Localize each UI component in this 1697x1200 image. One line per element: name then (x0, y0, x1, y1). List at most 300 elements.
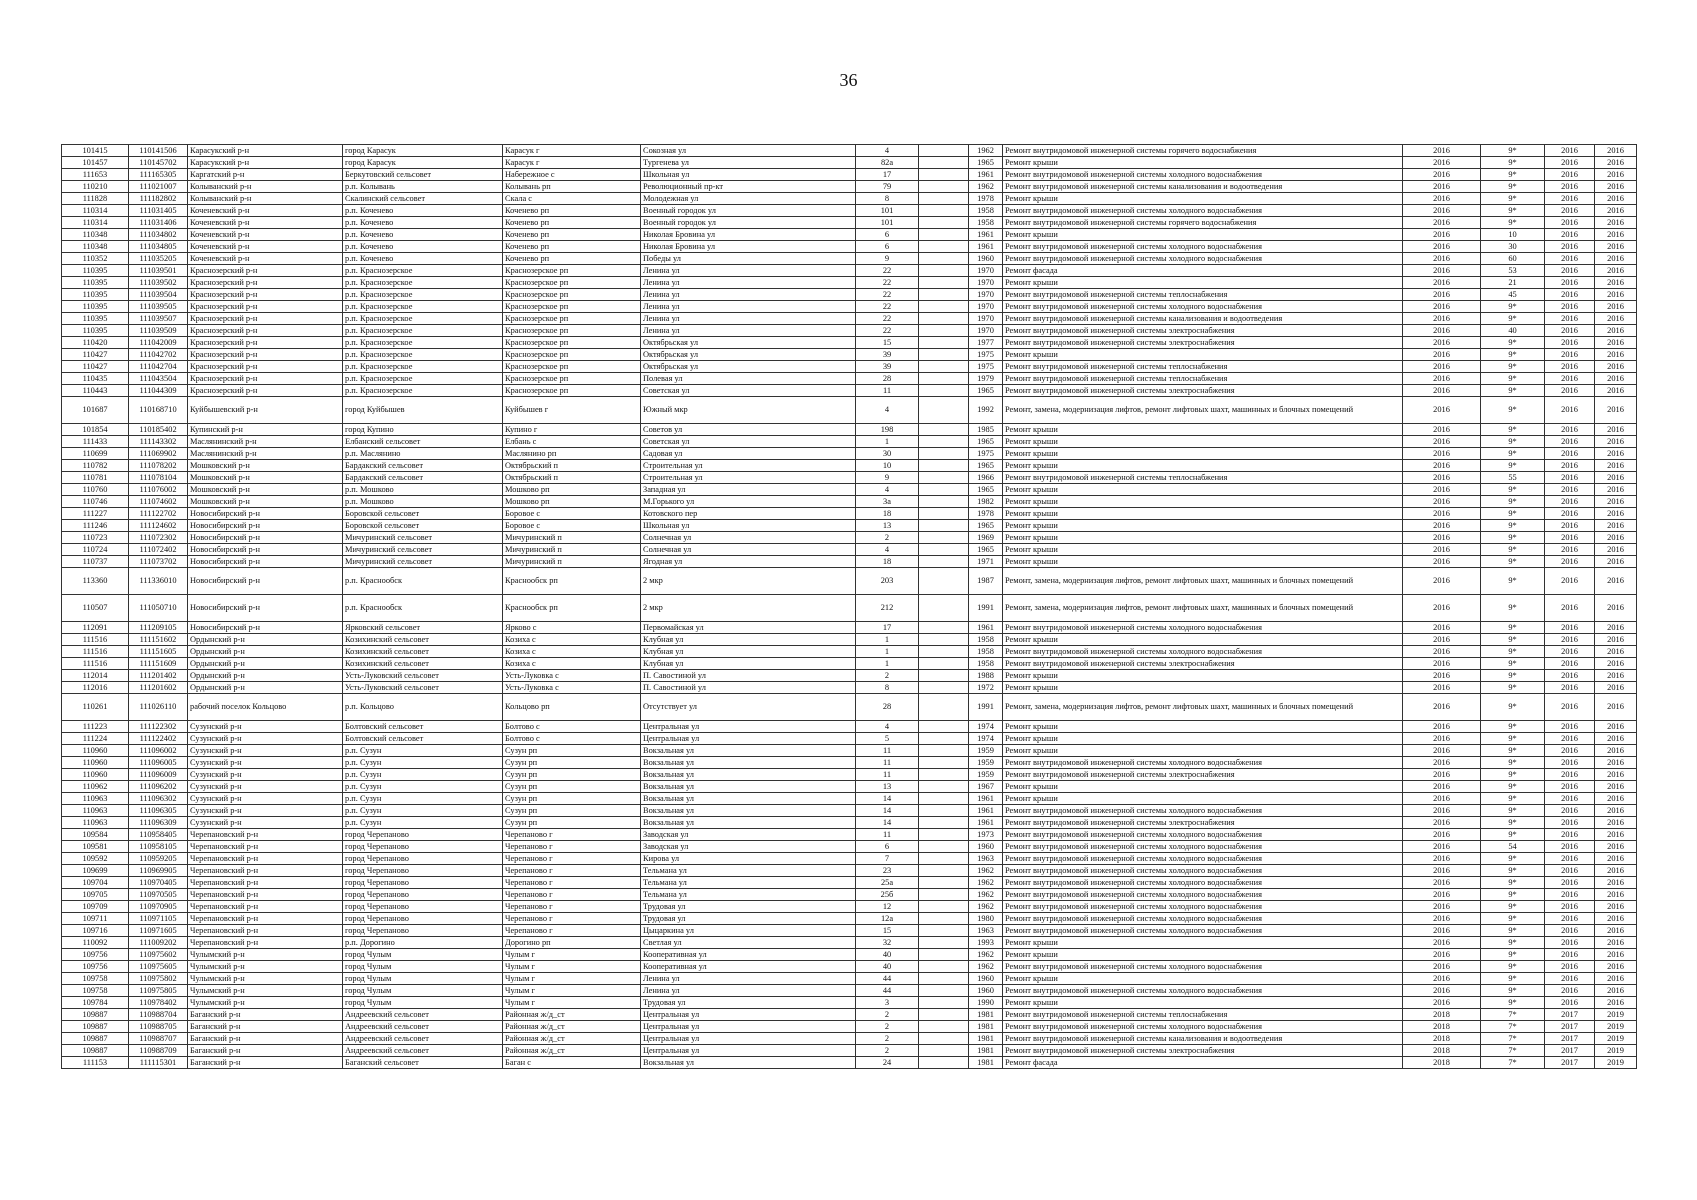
table-row (62, 913, 1637, 925)
cell-settlement: Краснозерское рп (503, 337, 641, 349)
cell-year-built: 1982 (969, 496, 1003, 508)
cell-house-id: 110395 (62, 301, 129, 313)
cell-district: Краснозерский р-н (188, 349, 343, 361)
cell-street: Центральная ул (641, 1009, 856, 1021)
cell-municipality: Мичуринский сельсовет (343, 544, 503, 556)
cell-year-built: 1981 (969, 1057, 1003, 1069)
cell-program-id: 111096202 (129, 781, 188, 793)
cell-work-type: Ремонт крыши (1003, 733, 1403, 745)
cell-plan-year: 2016 (1403, 157, 1481, 169)
cell-house-number: 4 (856, 484, 919, 496)
cell-program-id: 111143302 (129, 436, 188, 448)
cell-settlement: Черепаново г (503, 841, 641, 853)
cell-work-type: Ремонт внутридомовой инженерной системы холодного водоснабжения (1003, 646, 1403, 658)
cell-house-id: 109592 (62, 853, 129, 865)
table-row (62, 496, 1637, 508)
cell-settlement: Районная ж/д_ст (503, 1045, 641, 1057)
cell-street: Ленина ул (641, 325, 856, 337)
cell-year-built: 1965 (969, 520, 1003, 532)
cell-building (919, 793, 969, 805)
cell-year-built: 1959 (969, 769, 1003, 781)
cell-work-type: Ремонт внутридомовой инженерной системы холодного водоснабжения (1003, 913, 1403, 925)
cell-start-year: 2016 (1545, 793, 1595, 805)
cell-program-id: 110988709 (129, 1045, 188, 1057)
cell-district: Новосибирский р-н (188, 532, 343, 544)
table-row (62, 349, 1637, 361)
cell-note: 9* (1481, 805, 1545, 817)
cell-plan-year: 2016 (1403, 496, 1481, 508)
cell-street: Ленина ул (641, 277, 856, 289)
cell-work-type: Ремонт крыши (1003, 229, 1403, 241)
cell-district: Ордынский р-н (188, 658, 343, 670)
cell-start-year: 2016 (1545, 781, 1595, 793)
cell-work-type: Ремонт внутридомовой инженерной системы холодного водоснабжения (1003, 841, 1403, 853)
cell-house-id: 110963 (62, 805, 129, 817)
table-row (62, 733, 1637, 745)
cell-district: Колыванский р-н (188, 193, 343, 205)
cell-end-year: 2016 (1595, 568, 1637, 595)
cell-year-built: 1985 (969, 424, 1003, 436)
cell-program-id: 111034805 (129, 241, 188, 253)
cell-start-year: 2016 (1545, 556, 1595, 568)
cell-building (919, 241, 969, 253)
cell-program-id: 110185402 (129, 424, 188, 436)
cell-building (919, 829, 969, 841)
cell-plan-year: 2016 (1403, 997, 1481, 1009)
cell-start-year: 2016 (1545, 745, 1595, 757)
cell-plan-year: 2016 (1403, 793, 1481, 805)
cell-house-number: 11 (856, 385, 919, 397)
cell-municipality: р.п. Краснозерское (343, 265, 503, 277)
cell-work-type: Ремонт внутридомовой инженерной системы холодного водоснабжения (1003, 961, 1403, 973)
cell-settlement: Кольцово рп (503, 694, 641, 721)
cell-street: Вокзальная ул (641, 817, 856, 829)
cell-municipality: р.п. Сузун (343, 781, 503, 793)
cell-municipality: Боровской сельсовет (343, 508, 503, 520)
cell-street: Ягодная ул (641, 556, 856, 568)
cell-house-id: 109756 (62, 949, 129, 961)
cell-district: Краснозерский р-н (188, 373, 343, 385)
cell-year-built: 1970 (969, 325, 1003, 337)
cell-district: Новосибирский р-н (188, 622, 343, 634)
cell-municipality: р.п. Колывань (343, 181, 503, 193)
cell-building (919, 973, 969, 985)
cell-settlement: Козиха с (503, 634, 641, 646)
cell-end-year: 2016 (1595, 733, 1637, 745)
cell-end-year: 2016 (1595, 973, 1637, 985)
cell-end-year: 2016 (1595, 157, 1637, 169)
cell-end-year: 2016 (1595, 460, 1637, 472)
cell-plan-year: 2016 (1403, 241, 1481, 253)
cell-settlement: Краснозерское рп (503, 265, 641, 277)
cell-settlement: Мичуринский п (503, 532, 641, 544)
cell-end-year: 2016 (1595, 508, 1637, 520)
cell-house-number: 44 (856, 973, 919, 985)
cell-building (919, 1057, 969, 1069)
cell-end-year: 2016 (1595, 937, 1637, 949)
cell-district: Ордынский р-н (188, 670, 343, 682)
table-row (62, 169, 1637, 181)
cell-end-year: 2016 (1595, 646, 1637, 658)
cell-settlement: Мошково рп (503, 496, 641, 508)
cell-end-year: 2016 (1595, 829, 1637, 841)
cell-building (919, 520, 969, 532)
cell-note: 9* (1481, 361, 1545, 373)
cell-building (919, 745, 969, 757)
cell-house-id: 111224 (62, 733, 129, 745)
cell-house-id: 109784 (62, 997, 129, 1009)
cell-program-id: 111039501 (129, 265, 188, 277)
cell-start-year: 2016 (1545, 769, 1595, 781)
cell-work-type: Ремонт, замена, модернизация лифтов, ремонт лифтовых шахт, машинных и блочных помещений (1003, 397, 1403, 424)
cell-start-year: 2016 (1545, 865, 1595, 877)
cell-note: 9* (1481, 997, 1545, 1009)
cell-house-number: 6 (856, 229, 919, 241)
table-row (62, 301, 1637, 313)
cell-work-type: Ремонт крыши (1003, 484, 1403, 496)
cell-work-type: Ремонт внутридомовой инженерной системы холодного водоснабжения (1003, 241, 1403, 253)
cell-district: Коченевский р-н (188, 217, 343, 229)
cell-house-id: 110395 (62, 277, 129, 289)
cell-street: Вокзальная ул (641, 757, 856, 769)
cell-work-type: Ремонт, замена, модернизация лифтов, ремонт лифтовых шахт, машинных и блочных помещений (1003, 694, 1403, 721)
cell-program-id: 111201602 (129, 682, 188, 694)
cell-note: 7* (1481, 1009, 1545, 1021)
cell-house-number: 18 (856, 556, 919, 568)
cell-municipality: город Карасук (343, 157, 503, 169)
cell-district: Сузунский р-н (188, 721, 343, 733)
cell-work-type: Ремонт крыши (1003, 460, 1403, 472)
table-row (62, 532, 1637, 544)
cell-house-number: 8 (856, 193, 919, 205)
cell-settlement: Козиха с (503, 646, 641, 658)
cell-house-id: 110963 (62, 817, 129, 829)
cell-street: Центральная ул (641, 1045, 856, 1057)
cell-settlement: Краснозерское рп (503, 349, 641, 361)
cell-start-year: 2016 (1545, 658, 1595, 670)
cell-year-built: 1960 (969, 985, 1003, 997)
cell-start-year: 2016 (1545, 169, 1595, 181)
table-row (62, 925, 1637, 937)
cell-plan-year: 2016 (1403, 289, 1481, 301)
cell-start-year: 2016 (1545, 889, 1595, 901)
cell-year-built: 1962 (969, 145, 1003, 157)
table-row (62, 229, 1637, 241)
cell-end-year: 2016 (1595, 595, 1637, 622)
cell-building (919, 157, 969, 169)
cell-street: Трудовая ул (641, 901, 856, 913)
cell-district: Баганский р-н (188, 1021, 343, 1033)
cell-settlement: Черепаново г (503, 901, 641, 913)
table-row (62, 424, 1637, 436)
cell-note: 9* (1481, 556, 1545, 568)
cell-year-built: 1991 (969, 694, 1003, 721)
cell-program-id: 110971105 (129, 913, 188, 925)
cell-work-type: Ремонт внутридомовой инженерной системы холодного водоснабжения (1003, 1021, 1403, 1033)
cell-building (919, 472, 969, 484)
cell-municipality: р.п. Краснозерское (343, 301, 503, 313)
cell-work-type: Ремонт внутридомовой инженерной системы электроснабжения (1003, 337, 1403, 349)
cell-plan-year: 2016 (1403, 361, 1481, 373)
cell-year-built: 1961 (969, 229, 1003, 241)
cell-start-year: 2016 (1545, 277, 1595, 289)
cell-plan-year: 2016 (1403, 193, 1481, 205)
cell-program-id: 111096009 (129, 769, 188, 781)
cell-start-year: 2016 (1545, 721, 1595, 733)
table-row (62, 973, 1637, 985)
table-row (62, 484, 1637, 496)
cell-settlement: Краснообск рп (503, 568, 641, 595)
cell-building (919, 853, 969, 865)
cell-settlement: Боровое с (503, 508, 641, 520)
cell-work-type: Ремонт внутридомовой инженерной системы холодного водоснабжения (1003, 877, 1403, 889)
cell-house-number: 15 (856, 925, 919, 937)
cell-note: 9* (1481, 634, 1545, 646)
cell-start-year: 2016 (1545, 997, 1595, 1009)
cell-building (919, 646, 969, 658)
cell-municipality: р.п. Кольцово (343, 694, 503, 721)
cell-building (919, 397, 969, 424)
cell-plan-year: 2016 (1403, 817, 1481, 829)
cell-program-id: 110975602 (129, 949, 188, 961)
cell-street: Солнечная ул (641, 532, 856, 544)
cell-program-id: 110958105 (129, 841, 188, 853)
cell-district: Черепановский р-н (188, 913, 343, 925)
cell-settlement: Коченево рп (503, 217, 641, 229)
cell-district: Сузунский р-н (188, 793, 343, 805)
cell-street: Центральная ул (641, 1021, 856, 1033)
cell-note: 9* (1481, 682, 1545, 694)
cell-year-built: 1980 (969, 913, 1003, 925)
cell-end-year: 2016 (1595, 556, 1637, 568)
cell-municipality: р.п. Краснозерское (343, 289, 503, 301)
cell-note: 9* (1481, 925, 1545, 937)
cell-house-id: 111246 (62, 520, 129, 532)
cell-start-year: 2016 (1545, 532, 1595, 544)
cell-year-built: 1959 (969, 745, 1003, 757)
cell-note: 9* (1481, 337, 1545, 349)
cell-end-year: 2016 (1595, 325, 1637, 337)
cell-district: Краснозерский р-н (188, 277, 343, 289)
cell-house-id: 109711 (62, 913, 129, 925)
table-row (62, 670, 1637, 682)
cell-program-id: 111021007 (129, 181, 188, 193)
cell-end-year: 2019 (1595, 1057, 1637, 1069)
table-row (62, 1045, 1637, 1057)
table-row (62, 217, 1637, 229)
cell-street: Отсутствует ул (641, 694, 856, 721)
cell-note: 30 (1481, 241, 1545, 253)
cell-work-type: Ремонт внутридомовой инженерной системы холодного водоснабжения (1003, 205, 1403, 217)
cell-note: 40 (1481, 325, 1545, 337)
cell-note: 9* (1481, 349, 1545, 361)
cell-program-id: 111096302 (129, 793, 188, 805)
cell-work-type: Ремонт внутридомовой инженерной системы холодного водоснабжения (1003, 253, 1403, 265)
cell-program-id: 111201402 (129, 670, 188, 682)
table-row (62, 817, 1637, 829)
cell-end-year: 2019 (1595, 1021, 1637, 1033)
cell-work-type: Ремонт крыши (1003, 997, 1403, 1009)
cell-municipality: Болтовский сельсовет (343, 733, 503, 745)
cell-house-number: 12а (856, 913, 919, 925)
cell-settlement: Мичуринский п (503, 556, 641, 568)
cell-district: Ордынский р-н (188, 646, 343, 658)
cell-district: Черепановский р-н (188, 829, 343, 841)
cell-house-number: 6 (856, 241, 919, 253)
cell-work-type: Ремонт крыши (1003, 793, 1403, 805)
table-row (62, 448, 1637, 460)
cell-settlement: Черепаново г (503, 877, 641, 889)
cell-settlement: Черепаново г (503, 829, 641, 841)
table-row (62, 721, 1637, 733)
table-row (62, 373, 1637, 385)
cell-building (919, 769, 969, 781)
cell-end-year: 2016 (1595, 373, 1637, 385)
cell-house-id: 109758 (62, 973, 129, 985)
cell-program-id: 111122302 (129, 721, 188, 733)
cell-house-id: 111653 (62, 169, 129, 181)
cell-municipality: р.п. Краснозерское (343, 337, 503, 349)
cell-settlement: Краснозерское рп (503, 289, 641, 301)
cell-note: 9* (1481, 733, 1545, 745)
cell-end-year: 2016 (1595, 997, 1637, 1009)
cell-building (919, 1021, 969, 1033)
cell-district: Новосибирский р-н (188, 568, 343, 595)
cell-municipality: город Черепаново (343, 877, 503, 889)
cell-end-year: 2016 (1595, 622, 1637, 634)
cell-note: 9* (1481, 436, 1545, 448)
cell-house-number: 12 (856, 901, 919, 913)
cell-municipality: Андреевский сельсовет (343, 1009, 503, 1021)
cell-start-year: 2016 (1545, 241, 1595, 253)
cell-house-id: 110781 (62, 472, 129, 484)
cell-street: Ленина ул (641, 265, 856, 277)
cell-district: Чулымский р-н (188, 985, 343, 997)
cell-work-type: Ремонт крыши (1003, 448, 1403, 460)
cell-house-number: 22 (856, 313, 919, 325)
cell-house-number: 101 (856, 217, 919, 229)
cell-house-id: 110507 (62, 595, 129, 622)
table-row (62, 694, 1637, 721)
cell-municipality: город Черепаново (343, 913, 503, 925)
cell-settlement: Черепаново г (503, 913, 641, 925)
cell-start-year: 2016 (1545, 313, 1595, 325)
cell-settlement: Краснозерское рп (503, 325, 641, 337)
cell-street: 2 мкр (641, 568, 856, 595)
cell-street: Школьная ул (641, 520, 856, 532)
cell-note: 9* (1481, 622, 1545, 634)
cell-street: Тельмана ул (641, 889, 856, 901)
cell-settlement: Чулым г (503, 985, 641, 997)
cell-district: Чулымский р-н (188, 961, 343, 973)
cell-program-id: 111042704 (129, 361, 188, 373)
cell-building (919, 1045, 969, 1057)
cell-program-id: 111182802 (129, 193, 188, 205)
cell-plan-year: 2016 (1403, 484, 1481, 496)
cell-district: Чулымский р-н (188, 949, 343, 961)
cell-program-id: 110988705 (129, 1021, 188, 1033)
cell-plan-year: 2016 (1403, 913, 1481, 925)
cell-municipality: Усть-Луковский сельсовет (343, 670, 503, 682)
cell-start-year: 2017 (1545, 1021, 1595, 1033)
cell-end-year: 2016 (1595, 169, 1637, 181)
cell-district: Ордынский р-н (188, 682, 343, 694)
cell-district: Краснозерский р-н (188, 337, 343, 349)
cell-note: 9* (1481, 595, 1545, 622)
table-row (62, 181, 1637, 193)
cell-municipality: Андреевский сельсовет (343, 1021, 503, 1033)
cell-year-built: 1958 (969, 205, 1003, 217)
cell-municipality: город Куйбышев (343, 397, 503, 424)
cell-house-id: 110420 (62, 337, 129, 349)
cell-start-year: 2016 (1545, 925, 1595, 937)
cell-settlement: Сузун рп (503, 769, 641, 781)
cell-plan-year: 2016 (1403, 229, 1481, 241)
cell-house-number: 39 (856, 349, 919, 361)
cell-district: Краснозерский р-н (188, 385, 343, 397)
cell-district: Маслянинский р-н (188, 448, 343, 460)
cell-work-type: Ремонт внутридомовой инженерной системы холодного водоснабжения (1003, 901, 1403, 913)
cell-year-built: 1970 (969, 301, 1003, 313)
table-row (62, 520, 1637, 532)
cell-work-type: Ремонт внутридомовой инженерной системы холодного водоснабжения (1003, 622, 1403, 634)
cell-building (919, 889, 969, 901)
cell-district: Сузунский р-н (188, 769, 343, 781)
cell-street: Ленина ул (641, 973, 856, 985)
cell-note: 9* (1481, 961, 1545, 973)
cell-plan-year: 2016 (1403, 301, 1481, 313)
cell-start-year: 2016 (1545, 253, 1595, 265)
cell-work-type: Ремонт фасада (1003, 265, 1403, 277)
cell-settlement: Мичуринский п (503, 544, 641, 556)
cell-street: Кирова ул (641, 853, 856, 865)
cell-program-id: 111078202 (129, 460, 188, 472)
table-row (62, 1021, 1637, 1033)
cell-year-built: 1965 (969, 544, 1003, 556)
cell-start-year: 2016 (1545, 301, 1595, 313)
cell-municipality: Болтовский сельсовет (343, 721, 503, 733)
cell-building (919, 757, 969, 769)
cell-settlement: Коченево рп (503, 253, 641, 265)
cell-note: 9* (1481, 373, 1545, 385)
cell-start-year: 2016 (1545, 508, 1595, 520)
cell-street: Кооперативная ул (641, 961, 856, 973)
cell-note: 9* (1481, 817, 1545, 829)
cell-plan-year: 2018 (1403, 1045, 1481, 1057)
cell-work-type: Ремонт внутридомовой инженерной системы теплоснабжения (1003, 361, 1403, 373)
cell-start-year: 2016 (1545, 961, 1595, 973)
cell-program-id: 110145702 (129, 157, 188, 169)
cell-start-year: 2016 (1545, 472, 1595, 484)
cell-municipality: город Черепаново (343, 829, 503, 841)
cell-building (919, 460, 969, 472)
cell-district: Новосибирский р-н (188, 520, 343, 532)
cell-municipality: р.п. Сузун (343, 757, 503, 769)
cell-start-year: 2016 (1545, 337, 1595, 349)
cell-end-year: 2016 (1595, 781, 1637, 793)
cell-year-built: 1977 (969, 337, 1003, 349)
cell-note: 45 (1481, 289, 1545, 301)
table-row (62, 793, 1637, 805)
cell-house-number: 14 (856, 805, 919, 817)
cell-district: Черепановский р-н (188, 937, 343, 949)
cell-program-id: 110971605 (129, 925, 188, 937)
cell-house-id: 110395 (62, 265, 129, 277)
cell-plan-year: 2016 (1403, 532, 1481, 544)
table-row (62, 769, 1637, 781)
cell-start-year: 2016 (1545, 181, 1595, 193)
cell-end-year: 2016 (1595, 949, 1637, 961)
